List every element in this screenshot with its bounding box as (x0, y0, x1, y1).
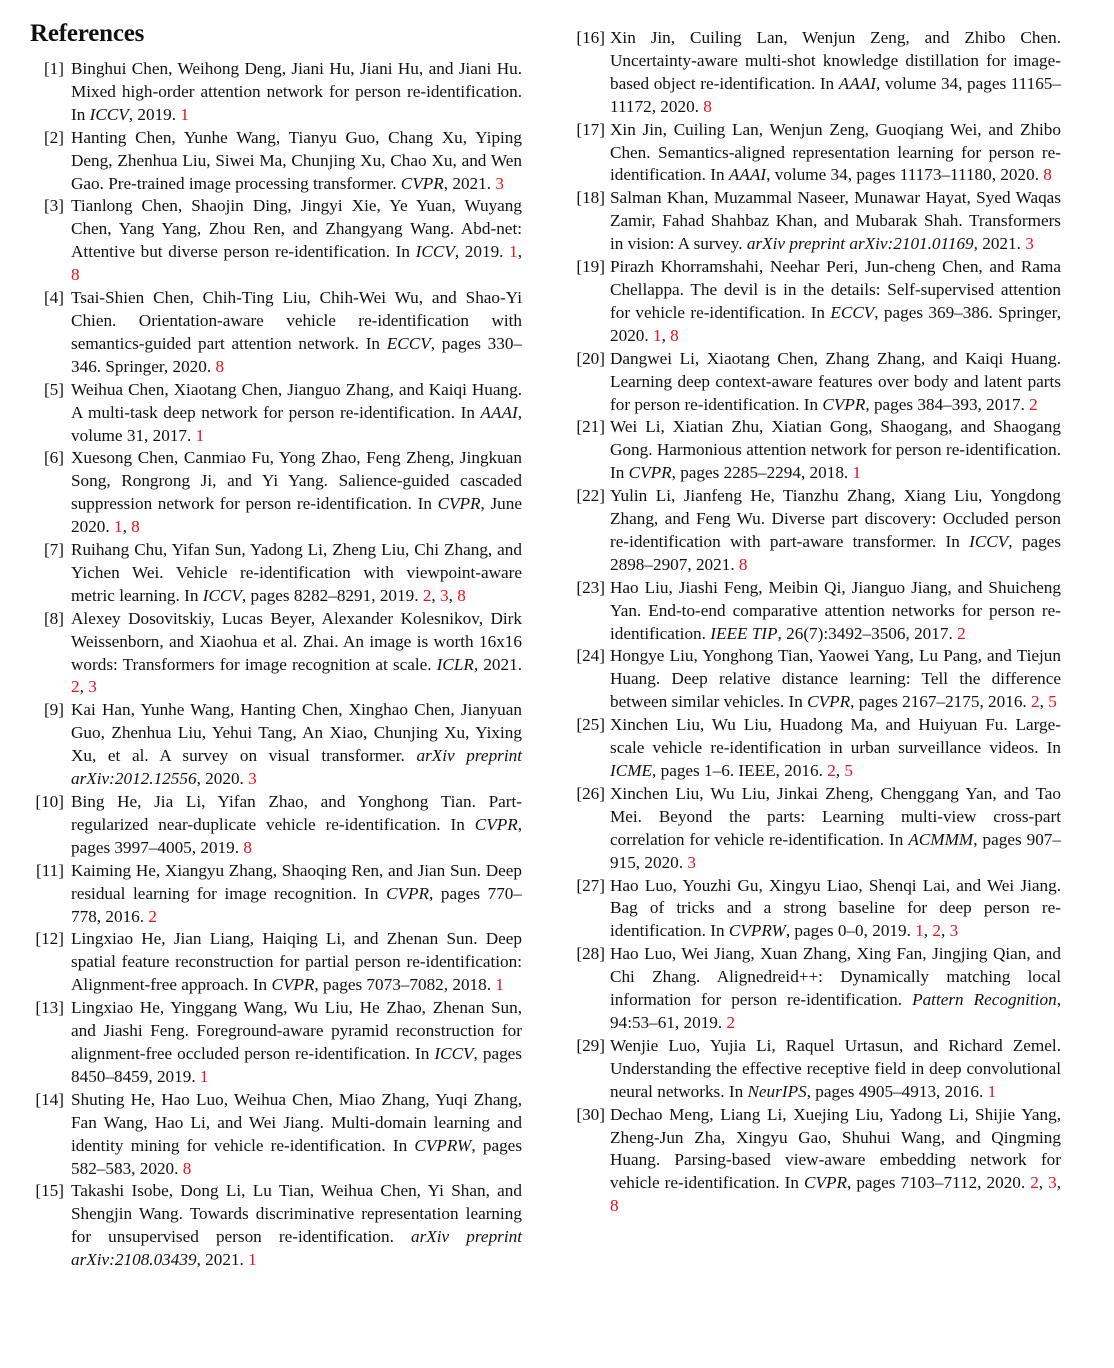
reference-segment: Lingxiao He, Yinggang Wang, Wu Liu, He Zhao, Zhenan Sun, and Jiashi Feng. Foreground-aware pyramid reconstruction for alignment-free occluded person re-identification. In (71, 998, 522, 1063)
venue-name: CVPR (628, 463, 672, 483)
venue-name: AAAI (480, 402, 518, 422)
reference-segment: , 2021. (473, 654, 522, 674)
reference-segment: , pages 8450–8459, 2019. (71, 1043, 522, 1086)
reference-item (30, 791, 522, 860)
reference-text (610, 119, 1061, 188)
reference-segment: , volume 34, pages 11173–11180, 2020. (766, 165, 1044, 185)
reference-number: [21] (576, 417, 605, 437)
reference-segment: , (79, 677, 89, 697)
reference-item (569, 348, 1061, 417)
reference-segment: , 2021. (443, 173, 496, 193)
reference-text (71, 928, 522, 997)
reference-text (71, 58, 522, 127)
page-backlink[interactable]: 8 (457, 585, 466, 605)
reference-segment: , 2021. (196, 1250, 249, 1270)
reference-segment: , (517, 242, 523, 262)
reference-segment: Dangwei Li, Xiaotang Chen, Zhang Zhang, and Kaiqi Huang. Learning deep context-aware features over body and latent parts for person re-identification. In (610, 348, 1061, 414)
reference-text (610, 348, 1061, 417)
page-backlink[interactable]: 8 (71, 265, 80, 285)
page-backlink[interactable]: 1 (180, 104, 189, 124)
reference-item (30, 699, 522, 791)
page-backlink[interactable]: 8 (610, 1196, 619, 1216)
reference-item (569, 645, 1061, 714)
reference-segment: , pages 2167–2175, 2016. (850, 692, 1032, 712)
page-backlink[interactable]: 5 (1048, 692, 1057, 712)
page-backlink[interactable]: 8 (131, 517, 140, 537)
reference-segment: , pages 2898–2907, 2021. (610, 531, 1062, 574)
reference-segment: Xin Jin, Cuiling Lan, Wenjun Zeng, and Zhibo Chen. Uncertainty-aware multi-shot knowledge distillation for image-based object re-identification. In (610, 28, 1061, 93)
reference-text (71, 699, 522, 791)
venue-name: ACMMM (908, 829, 974, 849)
page-backlink[interactable]: 1 (495, 975, 504, 995)
reference-text (71, 608, 522, 700)
venue-name: ICCV (202, 585, 242, 605)
reference-number: [27] (576, 875, 605, 895)
venue-name: CVPR (437, 494, 481, 514)
reference-text (71, 1180, 522, 1272)
venue-name: ECCV (386, 333, 431, 353)
reference-number: [24] (576, 646, 605, 666)
reference-text (71, 287, 522, 379)
reference-number: [2] (43, 127, 64, 147)
reference-number: [20] (576, 348, 605, 368)
reference-number: [5] (43, 379, 64, 399)
reference-segment: , (923, 921, 933, 941)
page-backlink[interactable]: 3 (88, 677, 97, 697)
page-backlink[interactable]: 8 (182, 1158, 192, 1178)
page-backlink[interactable]: 1 (987, 1081, 997, 1101)
reference-text (610, 1035, 1061, 1104)
page-backlink[interactable]: 8 (243, 837, 252, 857)
reference-segment: , pages 582–583, 2020. (71, 1135, 523, 1178)
page-backlink[interactable]: 3 (1048, 1173, 1057, 1193)
venue-name: NeurIPS (747, 1081, 807, 1101)
reference-number: [10] (35, 792, 64, 811)
reference-segment: , 2019. (128, 104, 181, 124)
reference-text (71, 447, 522, 539)
venue-name: CVPR (804, 1173, 847, 1193)
page-backlink[interactable]: 2 (827, 761, 836, 780)
reference-number: [25] (576, 715, 605, 735)
page-backlink[interactable]: 8 (1043, 165, 1052, 185)
reference-segment: Xuesong Chen, Canmiao Fu, Yong Zhao, Feng Zheng, Jingkuan Song, Rongrong Ji, and Yi Yang. Salience-guided cascaded suppression network for person re-identification. In (71, 448, 522, 514)
reference-number: [23] (576, 577, 605, 597)
page-backlink[interactable]: 3 (949, 921, 959, 941)
reference-item (30, 928, 522, 997)
reference-text (610, 577, 1061, 646)
reference-item (569, 943, 1061, 1035)
page-backlink[interactable]: 8 (670, 325, 679, 345)
reference-segment: , volume 31, 2017. (71, 402, 522, 445)
reference-text (610, 256, 1061, 348)
reference-segment: , (122, 517, 132, 537)
page-backlink[interactable]: 1 (248, 1250, 257, 1270)
reference-item (569, 27, 1061, 119)
reference-text (71, 860, 522, 929)
venue-name: CVPR (400, 173, 444, 193)
reference-text (610, 783, 1061, 875)
reference-segment: Xin Jin, Cuiling Lan, Wenjun Zeng, Guoqiang Wei, and Zhibo Chen. Semantics-aligned representation learning for person re-identification. In (610, 119, 1061, 185)
venue-name: arXiv preprint arXiv:2012.12556 (71, 746, 522, 789)
reference-item (569, 119, 1061, 188)
venue-name: ICME (610, 761, 653, 780)
reference-segment: , pages 4905–4913, 2016. (806, 1081, 988, 1101)
reference-number: [29] (576, 1035, 605, 1055)
reference-text (610, 714, 1061, 783)
reference-segment: Hongye Liu, Yonghong Tian, Yaowei Yang, Lu Pang, and Tiejun Huang. Deep relative distance learning: Tell the difference between similar vehicles. In (610, 646, 1061, 712)
reference-segment: , pages 3997–4005, 2019. (71, 814, 522, 857)
venue-name: ICCV (434, 1043, 474, 1063)
reference-segment: , (661, 325, 671, 345)
reference-segment: Lingxiao He, Jian Liang, Haiqing Li, and Zhenan Sun. Deep spatial feature reconstruction for partial person re-identification: Alignment-free approach. In (71, 929, 522, 995)
reference-segment: , pages 907–915, 2020. (610, 829, 1061, 872)
reference-number: [22] (576, 486, 605, 506)
page-backlink[interactable]: 8 (703, 96, 712, 116)
reference-segment: Tsai-Shien Chen, Chih-Ting Liu, Chih-Wei Wu, and Shao-Yi Chien. Orientation-aware vehicle re-identification with semantics-guided part attention network. In (71, 288, 522, 353)
reference-segment: , (448, 585, 458, 605)
venue-name: CVPR (474, 814, 518, 834)
page-backlink[interactable]: 2 (422, 585, 432, 605)
page-backlink[interactable]: 2 (1029, 394, 1038, 414)
reference-item (30, 1089, 522, 1181)
venue-name: ICCV (89, 104, 129, 124)
page-backlink[interactable]: 8 (215, 356, 225, 376)
reference-item (30, 608, 522, 700)
reference-segment: , (940, 921, 950, 941)
reference-item (30, 195, 522, 287)
reference-text (610, 875, 1061, 944)
reference-segment: , pages 330–346. Springer, 2020. (71, 333, 523, 376)
reference-text (71, 997, 522, 1089)
page-backlink[interactable]: 2 (932, 921, 941, 941)
reference-segment: Binghui Chen, Weihong Deng, Jiani Hu, Jiani Hu, and Jiani Hu. Mixed high-order attention network for person re-identification. In (71, 59, 522, 124)
reference-number: [7] (43, 540, 64, 560)
reference-segment: Shuting He, Hao Luo, Weihua Chen, Miao Zhang, Yuqi Zhang, Fan Wang, Hao Li, and Wei Jiang. Multi-domain learning and identity mining for vehicle re-identification. In (71, 1089, 522, 1155)
reference-segment: Tianlong Chen, Shaojin Ding, Jingyi Xie, Ye Yuan, Wuyang Chen, Yang Yang, Zhou Ren, and Zhangyang Wang. Abd-net: Attentive but diverse person re-identification. In (71, 196, 522, 262)
reference-segment: , pages 0–0, 2019. (785, 921, 916, 941)
reference-segment: Hao Luo, Wei Jiang, Xuan Zhang, Xing Fan, Jingjing Qian, and Chi Zhang. Alignedreid++: Dynamically matching local information for person re-identification. (610, 944, 1061, 1010)
reference-item (30, 447, 522, 539)
right-column (569, 27, 1061, 1218)
page-backlink[interactable]: 2 (1030, 1173, 1039, 1193)
reference-text (71, 127, 522, 196)
reference-segment: , pages 1–6. IEEE, 2016. (652, 761, 828, 780)
page-backlink[interactable]: 1 (113, 517, 123, 537)
reference-segment: Hanting Chen, Yunhe Wang, Tianyu Guo, Chang Xu, Yiping Deng, Zhenhua Liu, Siwei Ma, Chunjing Xu, Chao Xu, and Wen Gao. Pre-trained image processing transformer. (71, 127, 522, 193)
reference-segment: , 2021. (973, 234, 1026, 254)
reference-number: [6] (43, 448, 64, 468)
reference-number: [8] (43, 608, 64, 628)
reference-number: [14] (35, 1089, 64, 1109)
reference-item (30, 1180, 522, 1272)
reference-item (569, 187, 1061, 256)
reference-segment: Dechao Meng, Liang Li, Xuejing Liu, Yadong Li, Shijie Yang, Zheng-Jun Zha, Xingyu Gao, Shuhui Wang, and Qingming Huang. Parsing-based view-aware embedding network for vehicle re-identification. In (610, 1104, 1061, 1193)
reference-item (569, 714, 1061, 783)
reference-segment: Alexey Dosovitskiy, Lucas Beyer, Alexander Kolesnikov, Dirk Weissenborn, and Xiaohua et al. Zhai. An image is worth 16x16 words: Transformers for image recognition at scale. (71, 608, 522, 674)
reference-item (569, 416, 1061, 485)
reference-segment: Hao Luo, Youzhi Gu, Xingyu Liao, Shenqi Lai, and Wei Jiang. Bag of tricks and a strong baseline for deep person re-identification. In (610, 875, 1061, 941)
reference-list-right (569, 27, 1061, 1218)
venue-name: AAAI (728, 165, 767, 185)
reference-segment: , pages 384–393, 2017. (865, 394, 1030, 414)
venue-name: ICLR (436, 654, 474, 674)
reference-segment: , (431, 585, 440, 605)
reference-segment: , pages 369–386. Springer, 2020. (610, 302, 1061, 345)
reference-segment: , (1039, 692, 1049, 712)
reference-number: [18] (576, 188, 605, 208)
reference-item (30, 287, 522, 379)
page-backlink[interactable]: 1 (652, 325, 662, 345)
reference-segment: , (835, 761, 845, 780)
page-backlink[interactable]: 2 (71, 677, 80, 697)
reference-item (569, 577, 1061, 646)
reference-segment: Kaiming He, Xiangyu Zhang, Shaoqing Ren, and Jian Sun. Deep residual learning for image recognition. In (71, 860, 522, 903)
reference-text (610, 485, 1061, 577)
reference-segment: Wenjie Luo, Yujia Li, Raquel Urtasun, and Richard Zemel. Understanding the effective receptive field in deep convolutional neural networks. In (610, 1035, 1061, 1101)
venue-name: CVPR (807, 692, 851, 712)
reference-number: [16] (576, 28, 605, 47)
reference-text (610, 187, 1061, 256)
reference-number: [30] (576, 1104, 605, 1124)
reference-segment: , 2019. (454, 242, 510, 262)
reference-segment: Wei Li, Xiatian Zhu, Xiatian Gong, Shaogang, and Shaogang Gong. Harmonious attention network for person re-identification. In (610, 417, 1061, 483)
reference-text (71, 791, 522, 860)
page-backlink[interactable]: 3 (495, 173, 504, 193)
reference-text (71, 379, 522, 448)
venue-name: CVPR (822, 394, 866, 414)
page-backlink[interactable]: 5 (844, 761, 853, 780)
reference-number: [13] (35, 998, 64, 1018)
venue-name: ICCV (969, 531, 1009, 551)
page-backlink[interactable]: 1 (915, 921, 924, 941)
venue-name: IEEE TIP (710, 623, 778, 643)
reference-number: [26] (576, 783, 605, 803)
page-backlink[interactable]: 8 (738, 554, 748, 574)
reference-item (569, 875, 1061, 944)
reference-list-left (30, 58, 522, 1272)
reference-number: [3] (43, 196, 64, 216)
reference-segment: Kai Han, Yunhe Wang, Hanting Chen, Xinghao Chen, Jianyuan Guo, Zhenhua Liu, Yehui Tang, An Xiao, Chunjing Xu, Yixing Xu, et al. A survey on visual transformer. (71, 700, 522, 766)
venue-name: Pattern Recognition (912, 990, 1057, 1010)
reference-segment: , 94:53–61, 2019. (610, 990, 1061, 1032)
page-backlink[interactable]: 3 (440, 585, 449, 605)
reference-segment: , 2020. (196, 769, 249, 789)
page-backlink[interactable]: 2 (726, 1012, 736, 1032)
reference-segment: , pages 8282–8291, 2019. (241, 585, 423, 605)
page-backlink[interactable]: 1 (199, 1066, 209, 1086)
reference-item (30, 127, 522, 196)
page-backlink[interactable]: 3 (687, 852, 696, 872)
reference-segment: , volume 34, pages 11165–11172, 2020. (610, 73, 1061, 116)
reference-segment: , (1056, 1173, 1062, 1193)
reference-segment: Takashi Isobe, Dong Li, Lu Tian, Weihua Chen, Yi Shan, and Shengjin Wang. Towards discriminative representation learning for unsupervised person re-identification. (71, 1181, 522, 1247)
page-backlink[interactable]: 2 (957, 623, 966, 643)
reference-number: [1] (43, 59, 64, 78)
left-column (30, 0, 522, 1272)
page-backlink[interactable]: 2 (148, 906, 157, 926)
reference-segment: , June 2020. (71, 494, 522, 537)
reference-item (569, 485, 1061, 577)
reference-segment: , 26(7):3492–3506, 2017. (777, 623, 958, 643)
reference-number: [4] (43, 288, 64, 308)
reference-item (30, 58, 522, 127)
venue-name: AAAI (838, 73, 876, 93)
reference-segment: Pirazh Khorramshahi, Neehar Peri, Jun-cheng Chen, and Rama Chellappa. The devil is in the details: Self-supervised attention for vehicle re-identification. In (610, 257, 1061, 322)
reference-text (610, 27, 1061, 119)
venue-name: ICCV (415, 242, 455, 262)
reference-segment: Hao Liu, Jiashi Feng, Meibin Qi, Jianguo Jiang, and Shuicheng Yan. End-to-end comparative attention networks for person re-identification. (610, 577, 1061, 643)
venue-name: arXiv preprint arXiv:2101.01169 (746, 234, 974, 254)
reference-segment: Bing He, Jia Li, Yifan Zhao, and Yonghong Tian. Part-regularized near-duplicate vehicle re-identification. In (71, 792, 522, 834)
reference-item (569, 256, 1061, 348)
reference-segment: Xinchen Liu, Wu Liu, Huadong Ma, and Huiyuan Fu. Large-scale vehicle re-identification in urban surveillance videos. In (610, 715, 1061, 758)
reference-number: [9] (43, 700, 64, 720)
venue-name: CVPR (386, 883, 430, 903)
page-backlink[interactable]: 1 (509, 242, 518, 262)
reference-item (569, 1035, 1061, 1104)
venue-name: CVPRW (414, 1135, 472, 1155)
reference-number: [19] (576, 257, 605, 277)
reference-item (30, 860, 522, 929)
venue-name: CVPR (271, 975, 315, 995)
venue-name: ECCV (830, 302, 875, 322)
reference-text (71, 195, 522, 287)
reference-segment: , pages 7073–7082, 2018. (314, 975, 496, 995)
reference-item (30, 379, 522, 448)
venue-name: CVPRW (728, 921, 786, 941)
reference-item (30, 539, 522, 608)
page-backlink[interactable]: 1 (852, 463, 862, 483)
reference-segment: , pages 2285–2294, 2018. (671, 463, 853, 483)
page-backlink[interactable]: 3 (248, 769, 257, 789)
reference-item (569, 783, 1061, 875)
reference-item (569, 1104, 1061, 1219)
reference-segment: Yulin Li, Jianfeng He, Tianzhu Zhang, Xiang Liu, Yongdong Zhang, and Feng Wu. Diverse part discovery: Occluded person re-identification with part-aware transformer. In (610, 486, 1061, 551)
reference-segment: , pages 7103–7112, 2020. (847, 1173, 1031, 1193)
reference-segment: Weihua Chen, Xiaotang Chen, Jianguo Zhang, and Kaiqi Huang. A multi-task deep network for person re-identification. In (71, 379, 522, 422)
reference-segment: Ruihang Chu, Yifan Sun, Yadong Li, Zheng Liu, Chi Zhang, and Yichen Wei. Vehicle re-identification with viewpoint-aware metric learning. In (71, 540, 522, 605)
reference-number: [28] (576, 944, 605, 964)
reference-number: [12] (35, 929, 64, 949)
references-heading: References (30, 20, 145, 47)
reference-number: [17] (576, 119, 605, 139)
reference-number: [15] (35, 1181, 64, 1201)
reference-text (71, 1089, 522, 1181)
page-backlink[interactable]: 2 (1031, 692, 1040, 712)
reference-segment: Salman Khan, Muzammal Naseer, Munawar Hayat, Syed Waqas Zamir, Fahad Shahbaz Khan, and Mubarak Shah. Transformers in vision: A survey. (610, 188, 1061, 254)
page-backlink[interactable]: 1 (195, 425, 205, 445)
reference-segment: Xinchen Liu, Wu Liu, Jinkai Zheng, Chenggang Yan, and Tao Mei. Beyond the parts: Learning multi-view cross-part correlation for vehicle re-identification. In (610, 783, 1061, 849)
reference-text (610, 943, 1061, 1035)
reference-item (30, 997, 522, 1089)
page-backlink[interactable]: 3 (1025, 234, 1034, 254)
venue-name: arXiv preprint arXiv:2108.03439 (71, 1227, 522, 1270)
reference-segment: , pages 770–778, 2016. (71, 883, 522, 926)
reference-text (610, 645, 1061, 714)
reference-text (610, 416, 1061, 485)
reference-segment: , (1038, 1173, 1049, 1193)
reference-number: [11] (36, 860, 64, 880)
reference-text (610, 1104, 1061, 1219)
reference-text (71, 539, 522, 608)
